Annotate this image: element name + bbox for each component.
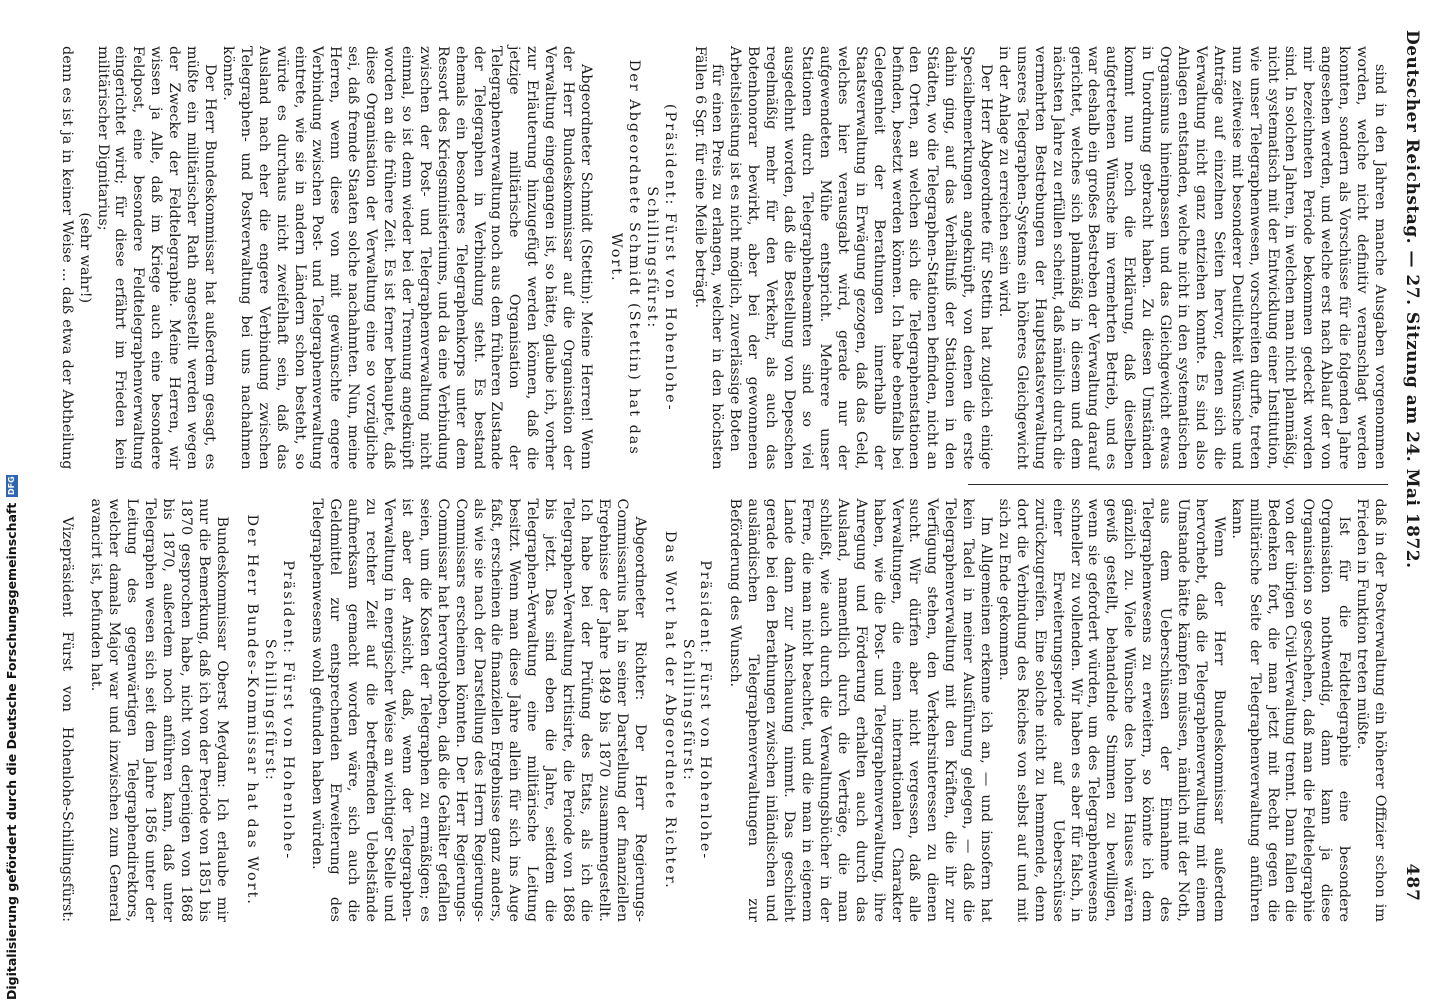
speaker-heading: Präsident: Fürst von Hohenlohe-Schillingsfürst:	[261, 560, 296, 861]
paragraph: denn es ist ja in keiner Weise ... daß etwa der Abtheilung	[58, 46, 75, 470]
paragraph: Der Herr Bundeskommissar hat außerdem gesagt, es müßte ein militärischer Rath angestellt werden wegen der Zwecke der Feldtelegraphie. Meine Herren, wir wissen ja Alle, daß im Kriege auch eine besondere Feldpost, eine besondere Feldtelegraphenverwaltung eingerichtet wird; für diese erfährt im Frieden kein militärischer Dignitarius;	[94, 46, 218, 470]
digitization-note	[4, 0, 19, 1000]
speaker-heading: Präsident: Fürst von Hohenlohe-Schillingsfürst:	[679, 560, 714, 861]
speaker-heading: (Präsident: Fürst von Hohenlohe-Schillingsfürst:	[643, 103, 678, 412]
footer-note-text: Digitalisierung gefördert durch die Deutsche Forschungsgemeinschaft	[4, 502, 19, 1000]
paragraph: Vizepräsident Fürst von Hohenlohe-Schillingsfürst:	[58, 516, 75, 922]
paragraph: Abgeordneter Richter: Der Herr Regierungs-Commissarius hat in seiner Darstellung der finanziellen Ergebnisse der Jahre 1849 bis 1870 zusammengestellt. Ich habe bei der Prüfung des Etats, als ich die Telegraphen-Verwaltung kritisirte, die Periode von 1868 bis jetzt. Das sind eben die Jahre, seitdem die Telegraphen-Verwaltung eine militärische Leitung besitzt. Wenn man diese Jahre allein für sich ins Auge faßt, erscheinen die finanziellen Ergebnisse ganz anders, als wie sie nach der Darstellung des Herrn Regierungs-Commissars erscheinen könnten. Der Herr Regierungs-Commissar hat hervorgehoben, daß die Gehälter gefallen seien, um die Kosten der Telegraphen zu ermäßigen; es ist aber der Ansicht, daß, wenn der Telegraphen-Verwaltung in energischer Weise an wichtiger Stelle und zu rechter Zeit auf die betreffenden Uebelstände aufmerksam gemacht worden wäre, sich auch die Geldmittel zur entsprechenden Erweiterung des Telegraphenwesens wohl gefunden haben würden.	[309, 498, 648, 922]
paragraph: Im Allgemeinen erkenne ich an, — und insofern hat kein Tadel in meiner Ausführung gelegen, — daß die Telegraphenverwaltung mit den Kräften, die ihr zur Verfügung stehen, den Verkehrsinteressen zu dienen sucht. Wir dürfen aber nicht vergessen, daß alle Verwaltungen, die einen internationalen Charakter haben, wie die Post- und Telegraphenverwaltung, ihre Anregung und Förderung erhalten auch durch das Ausland, namentlich durch die Verträge, die man schließt, wie auch durch die Verwaltungsbücher in der Ferne, die man nicht beachtet, und die man in eigenem Lande dann zur Anschauung nimmt. Das geschieht gerade bei den Berathungen zwischen inländischen und ausländischen Telegraphenverwaltungen zur Beförderung des Wunsch.	[727, 498, 995, 922]
running-title: Deutscher Reichstag. — 27. Sitzung am 24. Mai 1872.	[1402, 30, 1422, 569]
paragraph: Wenn der Herr Bundeskommissar außerdem hervorhebt, daß die Telegraphenverwaltung mit einem Umstande hätte kämpfen müssen, nämlich mit der Noth, aus dem Ueberschüssen der Einnahme des Telegraphenwesens zu erweitern, so könnte ich dem gänzlich zu. Viele Wünsche des hohen Hauses wären gewiß gestellt, behandelnde Stimmen zu bewilligen, wenn sie gefordert würden, um des Telegraphenwesens schneller zu vollenden. Wir haben es aber für falsch, in einer Erweiterungsperiode auf Ueberschüsse zurückzugreifen. Eine solche nicht zu hemmende, denn dort die Verbindung des Reiches von selbst auf und mit sich zu Ende gekommen.	[995, 498, 1227, 922]
paragraph: daß in der Postverwaltung ein höherer Offizier schon im Frieden in Funktion treten müßte.	[1354, 498, 1388, 922]
paragraph: Ist für die Feldtelegraphie eine besondere Organisation nothwendig, dann kann ja diese Organisation so geschehen, daß man die Feldtelegraphie von der übrigen Civil-Verwaltung trennt. Dann fallen die Bedenken fort, die man jetzt mit Recht gegen die militärische Seite der Telegraphenverwaltung anführen kann.	[1228, 498, 1353, 922]
speaker-heading: Das Wort hat der Abgeordnete Richter.	[661, 530, 678, 890]
speaker-heading: Der Herr Bundes-Kommissar hat das Wort.	[243, 514, 260, 906]
dfg-logo-icon: DFG	[6, 476, 16, 495]
page-number: 487	[1402, 863, 1422, 902]
text-columns	[58, 24, 1388, 936]
speaker-heading: Der Abgeordnete Schmidt (Stettin) hat das Wort.	[607, 59, 642, 456]
paragraph: Der Herr Abgeordnete für Stettin hat zugleich einige Specialbemerkungen angeknüpft, von denen die erste dahin ging, auf das Verhältniß der Stationen in den Städten, wo die Telegraphen-Stationen befinden, nicht an den Orten, an welchen sich die Telegraphenstationen befinden, besetzt werden können. Ich habe ebenfalls bei Gelegenheit der Berathungen innerhalb der Staatsverwaltung in Erwägung gezogen, daß das Geld, welches hier verausgabt wird, gerade nur der aufgewendeten Mühe entspricht. Mehrere unser Stationen durch Telegraphenbeamten sind so viel ausgedehnt worden, daß die Bestellung von Depeschen regelmäßig mehr für den Verkehr, als auch das Botenhonorar bewirkt, aber bei der gewonnenen Arbeitsleistung ist es nicht möglich, zuverlässige Boten	[727, 46, 995, 470]
footer-strip	[0, 0, 30, 1000]
paragraph: sind in den Jahren manche Ausgaben vorgenommen worden, welche nicht definitiv veranschlagt werden konnten, sondern als Vorschüsse für die folgenden Jahre angesehen werden, und welche erst nach Ablauf der von mir bezeichneten Periode bekommen gedeckt worden sind. In solchen Jahren, in welchen man nicht planmäßig, nicht systematisch mit der Entwicklung einer Institution, wie unser Telegraphenwesen, vorschreiten durfte, treten nun zeitweise mit besonderer Deutlichkeit Wünsche und Anträge auf einzelnen Seiten hervor, denen sich die Verwaltung nicht ganz entziehen konnte. Es sind also Anlagen entstanden, welche nicht in den systematischen Organismus hineinpassen und das Gleichgewicht etwas in Unordnung gebracht haben. Zu diesen Umständen kommt nun noch die Erklärung, daß dieselben aufgetretenen Wünsche im vermehrten Betrieb, und es war deshalb ein großes Bestreben der Verwaltung darauf gerichtet, welches sich planmäßig in diesem und dem nächsten Jahre zu erfüllen scheint, daß nämlich durch die vermehrten Bestrebungen der Hauptstaatsverwaltung unseres Telegraphen-Systems ein höheres Gleichgewicht in der Anlage zu erreichen sein wird.	[995, 46, 1388, 470]
column-left	[58, 24, 1388, 484]
paragraph: für einen Preis zu erlangen, welcher in den höchsten Fällen 6 Sgr. für eine Meile beträgt.	[691, 46, 726, 470]
column-right	[58, 485, 1388, 937]
interjection: (sehr wahr!)	[76, 212, 93, 304]
paragraph: Abgeordneter Schmidt (Stettin): Meine Herren! Wenn der Herr Bundeskommissar auf die Organisation der Verwaltung eingegangen ist, so hätte, glaube ich, vorher zur Erläuterung hinzugefügt werden können, daß die jetzige militärische Organisation der Telegraphenverwaltung noch aus dem früheren Zustande der Telegraphen in Verbindung steht. Es bestand ehemals ein besonderes Telegraphenkorps unter dem Ressort des Kriegsministeriums, und da eine Verbindung zwischen der Post- und Telegraphenverwaltung nicht einmal, so ist denn wieder bei der Trennung angeknüpft worden an die frühere Zeit. Es ist ferner behauptet, daß diese Organisation der Verwaltung eine so vorzügliche sei, daß fremde Staaten solche nachahmten. Nun, meine Herren, wenn diese von mit gewünschte engere Verbindung zwischen Post- und Telegraphenverwaltung eintrete, wie sie in andern Ländern schon besteht, so würde es durchaus nicht zweifelhaft sein, daß das Ausland nach eher die engere Verbindung zwischen Telegraphen- und Postverwaltung bei uns nachahmen könnte.	[219, 46, 595, 470]
paragraph: Bundeskommissar Oberst Meydam: Ich erlaube mir nur die Bemerkung, daß ich von der Periode von 1851 bis 1870 gesprochen habe, nicht von derjenigen von 1868 bis 1870, außerdem noch anführen kann, daß unter Telegraphen wesen sich seit dem Jahre 1856 unter der Leitung des gegenwärtigen Telegraphendirektors, welcher damals Major war und inzwischen zum General avancirt ist, befunden hat.	[88, 498, 230, 922]
running-header	[1396, 24, 1426, 936]
